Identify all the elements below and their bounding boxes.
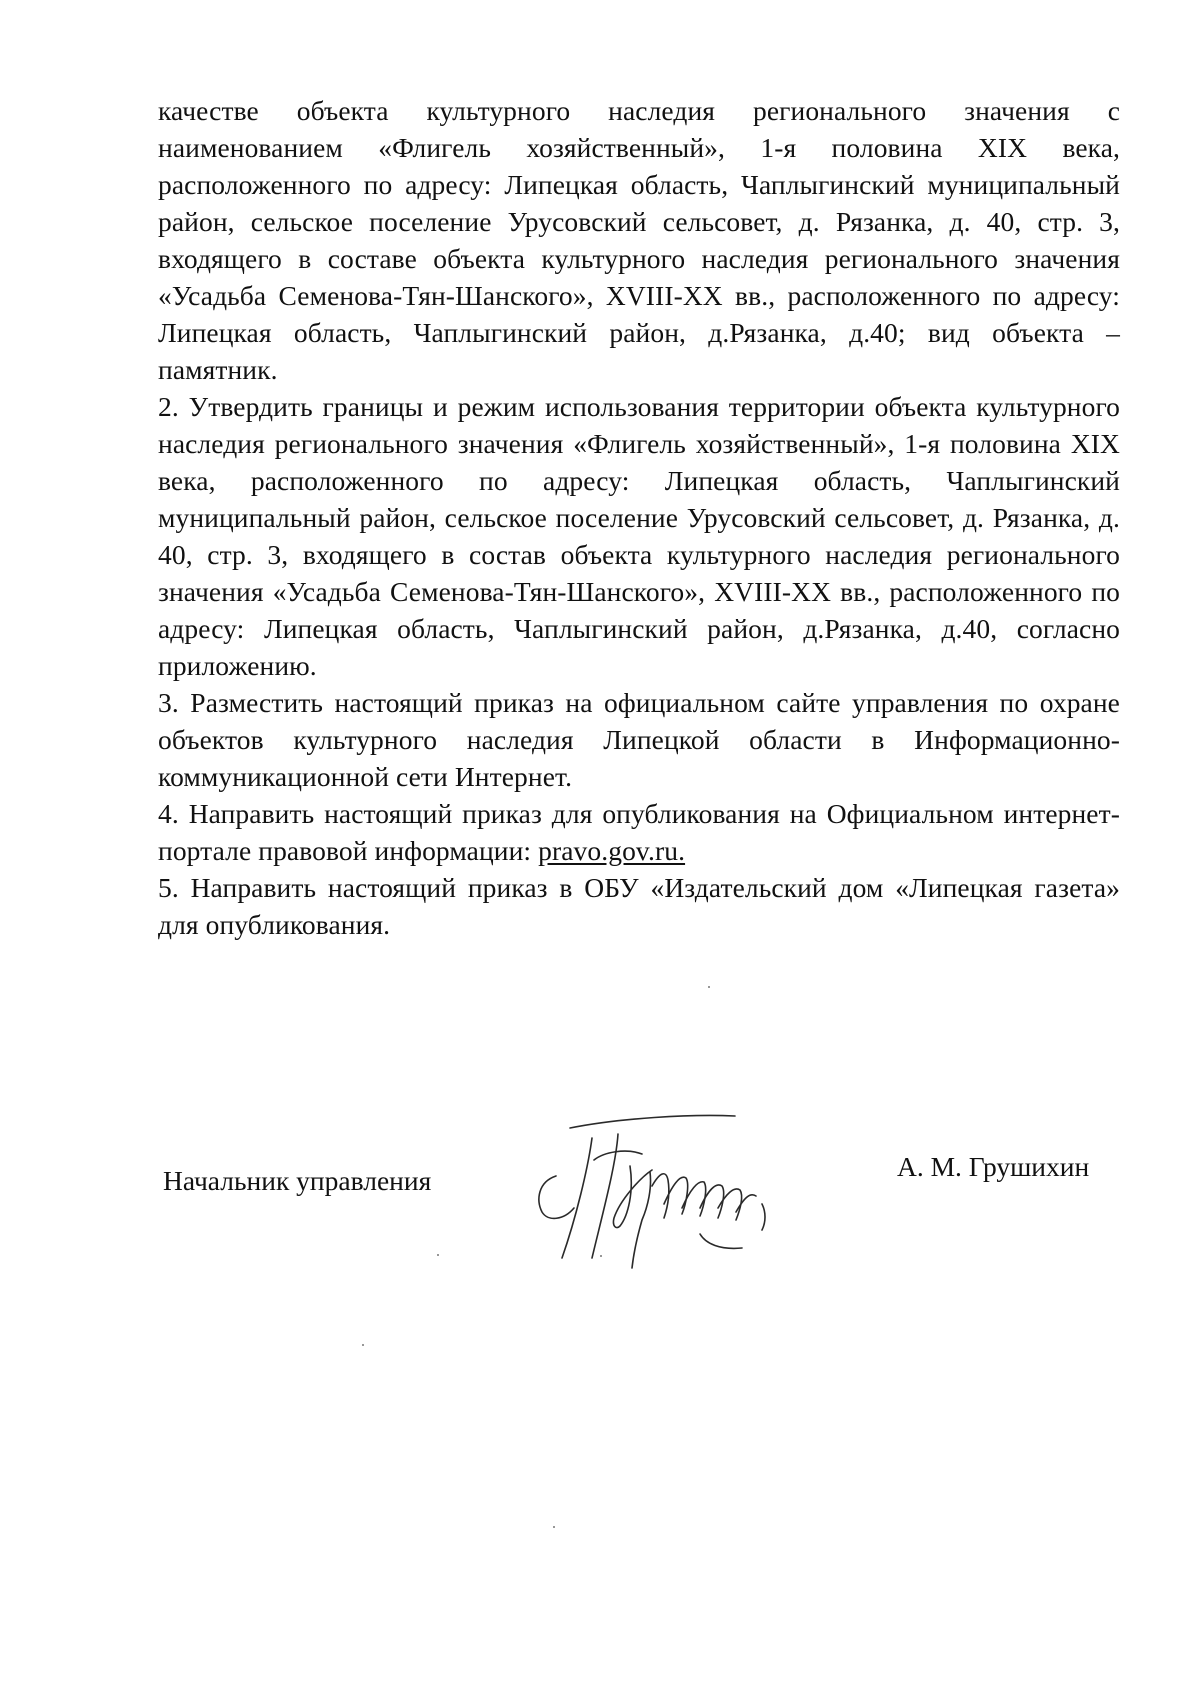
handwritten-signature (530, 1108, 850, 1283)
scan-speck (600, 1255, 602, 1257)
scan-speck (437, 1254, 439, 1256)
document-body (158, 92, 1120, 943)
paragraph-3: 3. Разместить настоящий приказ на официальном сайте управления по охране объектов культурного наследия Липецкой области в Информационно-коммуникационной сети Интернет. (158, 687, 1120, 792)
paragraph-2: 2. Утвердить границы и режим использования территории объекта культурного наследия регионального значения «Флигель хозяйственный», 1-я половина XIX века, расположенного по адресу: Липецкая область, Чаплыгинский муниципальный район, сельское поселение Урусовский сельсовет, д. Рязанка, д. 40, стр. 3, входящего в состав объекта культурного наследия регионального значения «Усадьба Семенова-Тян-Шанского», XVIII-XX вв., расположенного по адресу: Липецкая область, Чаплыгинский район, д.Рязанка, д.40, согласно приложению. (158, 391, 1120, 681)
paragraph-continuation: качестве объекта культурного наследия регионального значения с наименованием «Флигель хозяйственный», 1-я половина XIX века, расположенного по адресу: Липецкая область, Чаплыгинский муниципальный район, сельское поселение Урусовский сельсовет, д. Рязанка, д. 40, стр. 3, входящего в составе объекта культурного наследия регионального значения «Усадьба Семенова-Тян-Шанского», XVIII-XX вв., расположенного по адресу: Липецкая область, Чаплыгинский район, д.Рязанка, д.40; вид объекта – памятник. (158, 95, 1120, 385)
paragraph-5: 5. Направить настоящий приказ в ОБУ «Издательский дом «Липецкая газета» для опубликования. (158, 872, 1120, 940)
scan-speck (553, 1526, 555, 1528)
signatory-title: Начальник управления (163, 1165, 432, 1196)
paragraph-4-text: 4. Направить настоящий приказ для опубликования на Официальном интернет-портале правовой информации: (158, 798, 1120, 866)
pravo-link[interactable]: pravo.gov.ru. (538, 835, 686, 866)
scan-speck (362, 1344, 364, 1346)
paragraph-4 (158, 795, 1120, 869)
signatory-name: А. М. Грушихин (897, 1151, 1090, 1182)
scan-speck (708, 986, 710, 988)
